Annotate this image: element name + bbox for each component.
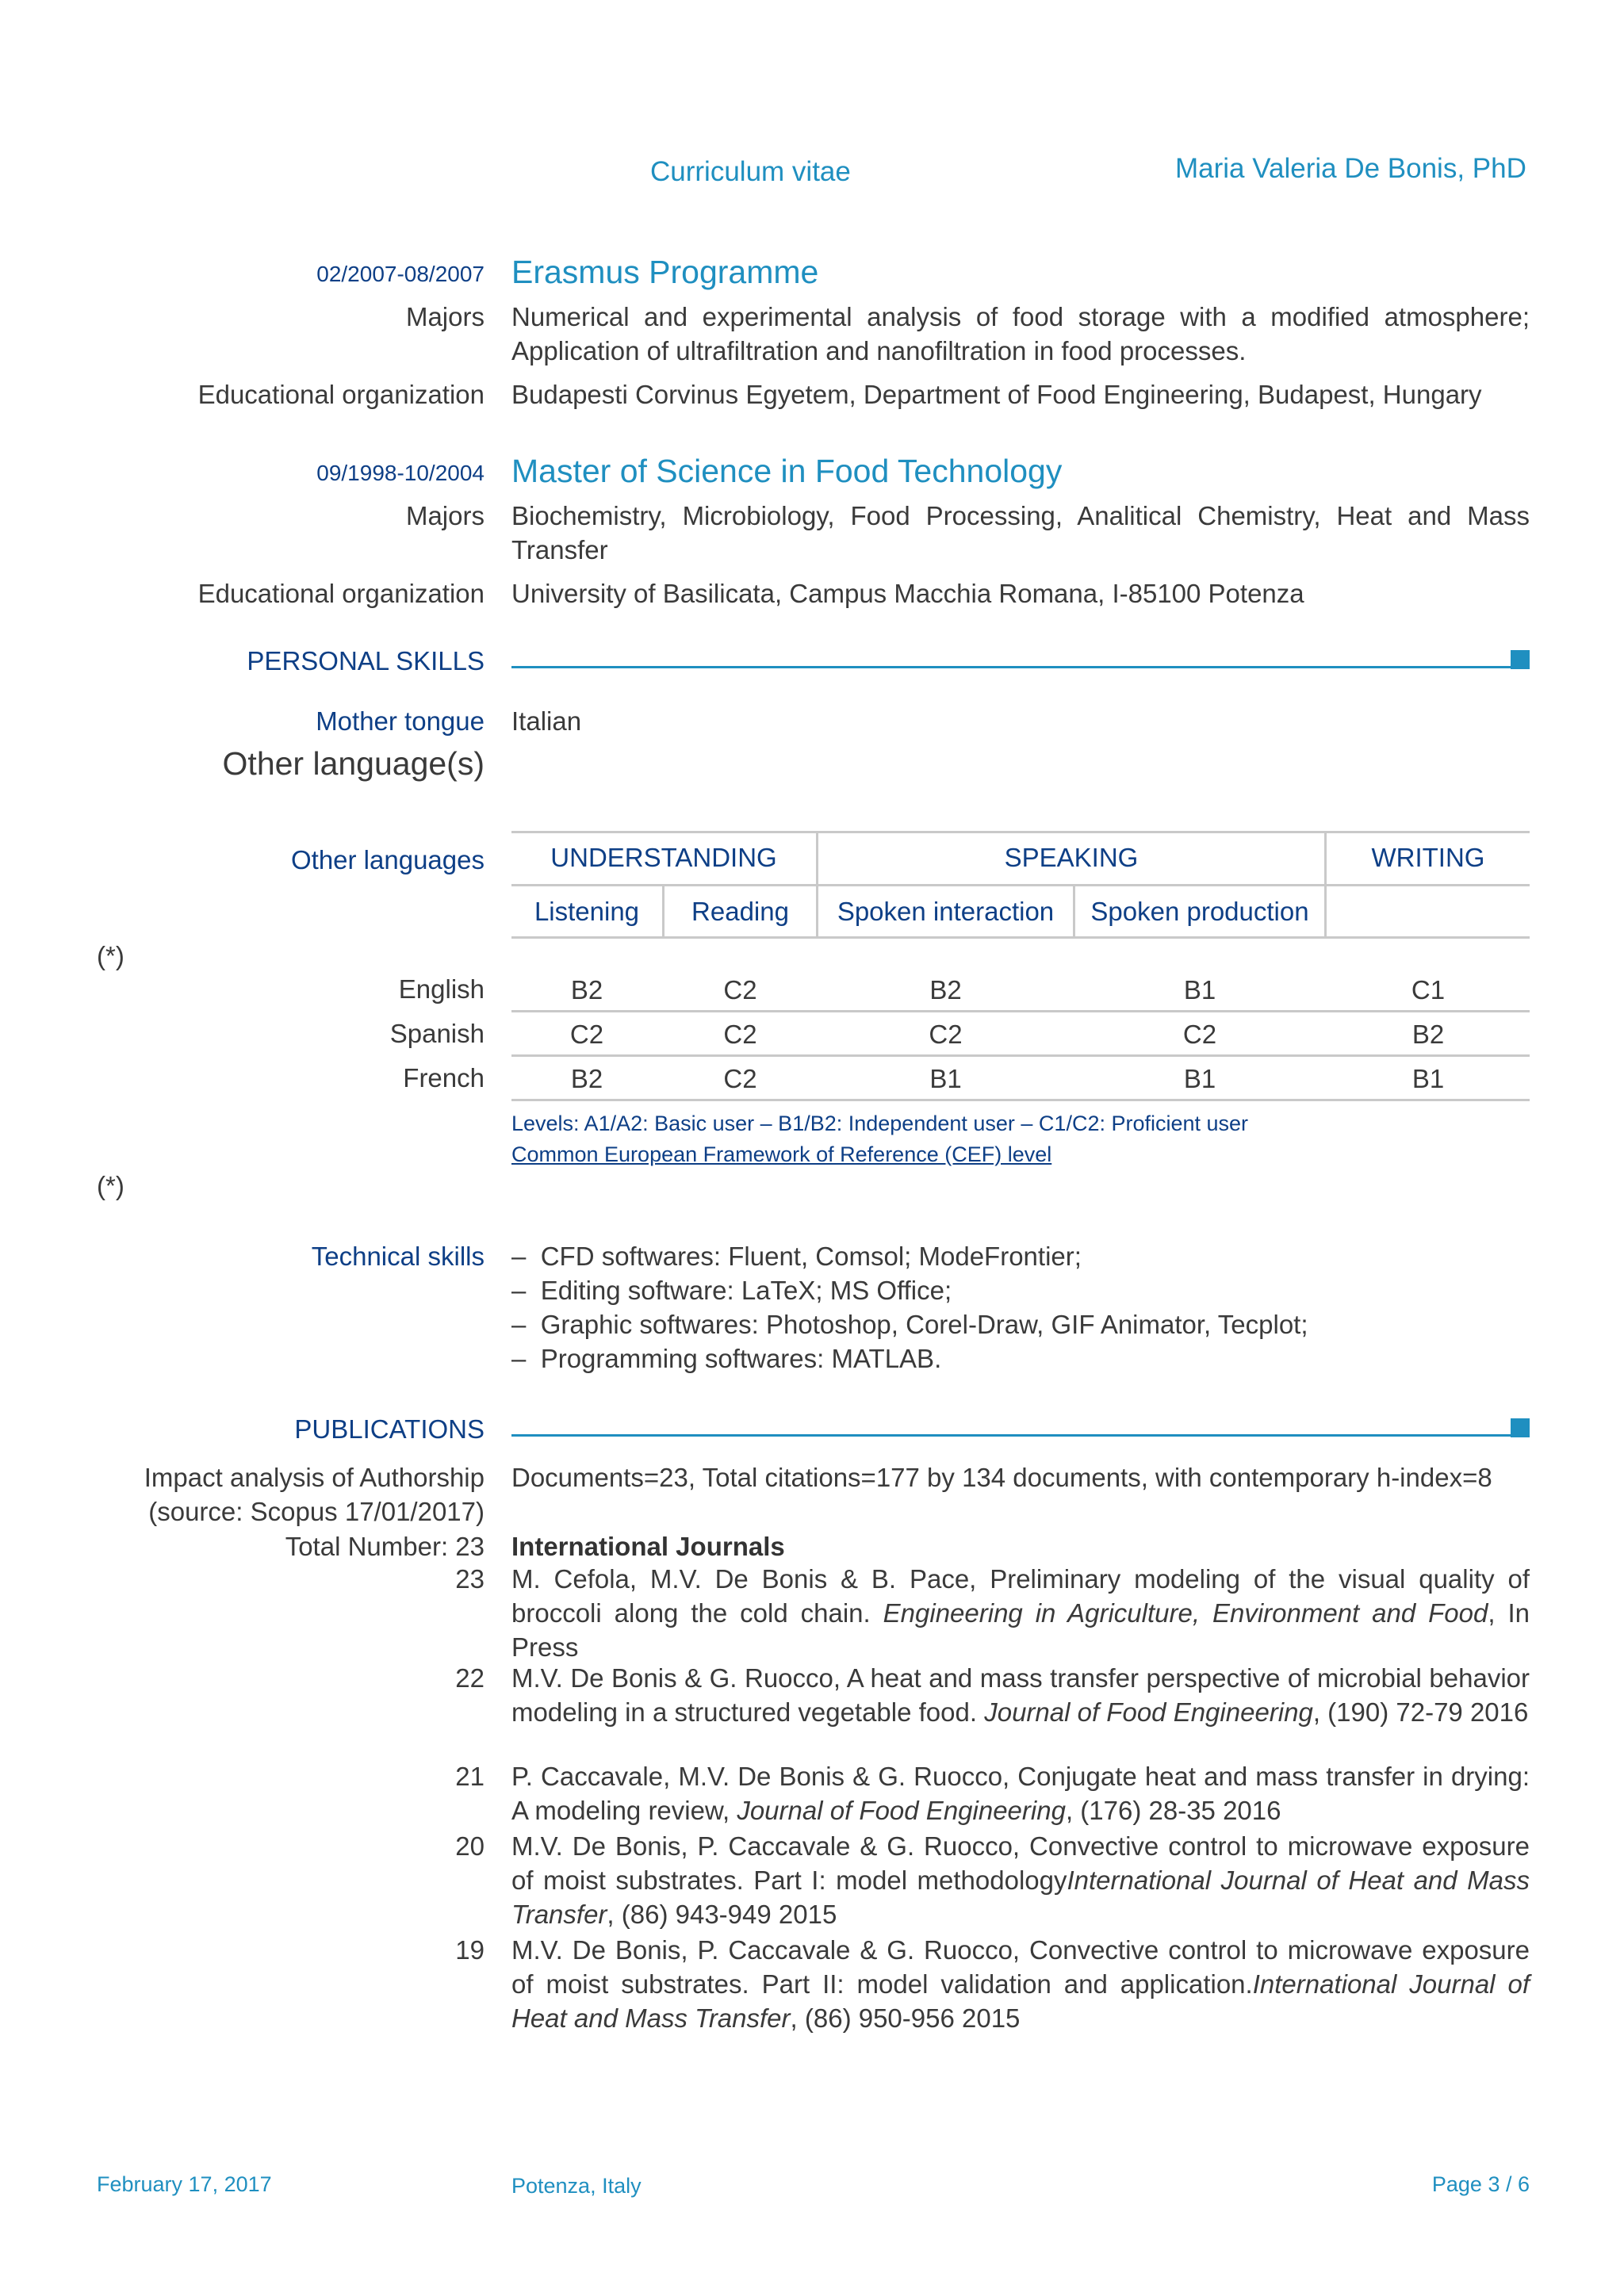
education-2-org-label: Educational organization <box>197 579 485 608</box>
footer-date: February 17, 2017 <box>97 2172 272 2196</box>
education-1-title: Erasmus Programme <box>511 254 819 290</box>
journals-heading: International Journals <box>511 1532 785 1561</box>
french-listening: B2 <box>570 1064 603 1093</box>
table-group-understanding: UNDERSTANDING <box>550 843 777 872</box>
table-row-rule-2 <box>511 1054 1530 1057</box>
pub-23: M. Cefola, M.V. De Bonis & B. Pace, Preliminary modeling of the visual quality of broccoli along the cold chain. Engineering in Agriculture, Environment and Food, In Press <box>511 1564 1530 1662</box>
table-group-writing: WRITING <box>1371 843 1485 872</box>
table-asterisk-bottom: (*) <box>97 1171 124 1200</box>
footer-place: Potenza, Italy <box>511 2174 642 2198</box>
english-writing: C1 <box>1411 975 1446 1004</box>
other-languages-heading: Other language(s) <box>222 745 485 782</box>
levels-note: Levels: A1/A2: Basic user – B1/B2: Independent user – C1/C2: Proficient user <box>511 1112 1249 1135</box>
table-sub-spoken-interaction: Spoken interaction <box>837 897 1055 926</box>
language-french: French <box>403 1063 485 1093</box>
pub-21: P. Caccavale, M.V. De Bonis & G. Ruocco, Conjugate heat and mass transfer in drying: A modeling review, Journal of Food Engineering, (176) 28-35 2016 <box>511 1762 1530 1825</box>
education-2-majors: Biochemistry, Microbiology, Food Processing, Analitical Chemistry, Heat and Mass Transfer <box>511 501 1530 564</box>
impact-label-1: Impact analysis of Authorship <box>144 1463 485 1492</box>
mother-tongue-value: Italian <box>511 706 582 736</box>
spanish-reading: C2 <box>723 1020 757 1049</box>
education-1-org: Budapesti Corvinus Egyetem, Department of Food Engineering, Budapest, Hungary <box>511 380 1482 409</box>
french-spoken-interaction: B1 <box>929 1064 962 1093</box>
pub-22: M.V. De Bonis & G. Ruocco, A heat and mass transfer perspective of microbial behavior modeling in a structured vegetable food. Journal of Food Engineering, (190) 72-79 2016 <box>511 1663 1530 1727</box>
education-1-dates: 02/2007-08/2007 <box>316 262 485 286</box>
technical-item-4: – Programming softwares: MATLAB. <box>511 1344 942 1373</box>
language-spanish: Spanish <box>389 1019 485 1048</box>
table-row-rule-3 <box>511 1099 1530 1101</box>
technical-item-3: – Graphic softwares: Photoshop, Corel-Draw, GIF Animator, Tecplot; <box>511 1310 1308 1339</box>
english-spoken-production: B1 <box>1183 975 1216 1004</box>
mother-tongue-label: Mother tongue <box>316 706 485 736</box>
impact-label-2: (source: Scopus 17/01/2017) <box>148 1497 485 1526</box>
language-english: English <box>398 974 485 1004</box>
personal-skills-rule <box>511 666 1512 668</box>
personal-skills-heading: PERSONAL SKILLS <box>247 646 485 675</box>
spanish-listening: C2 <box>569 1020 604 1049</box>
pub-21-num: 21 <box>455 1762 485 1791</box>
education-1-majors-label: Majors <box>405 302 485 331</box>
author-name: Maria Valeria De Bonis, PhD <box>1175 153 1526 184</box>
table-asterisk-top: (*) <box>97 941 124 970</box>
technical-skills-label: Technical skills <box>311 1242 485 1271</box>
technical-item-1: – CFD softwares: Fluent, Comsol; ModeFrontier; <box>511 1242 1082 1271</box>
pub-19: M.V. De Bonis, P. Caccavale & G. Ruocco, Convective control to microwave exposure of moist substrates. Part II: model validation and application.International Journal of Heat and Mass Transfer, (86) 950-956 2015 <box>511 1935 1530 2033</box>
education-2-dates: 09/1998-10/2004 <box>316 461 485 485</box>
pub-20: M.V. De Bonis, P. Caccavale & G. Ruocco, Convective control to microwave exposure of moist substrates. Part I: model methodologyInternational Journal of Heat and Mass Transfer, (86) 943-949 2015 <box>511 1831 1530 1929</box>
french-writing: B1 <box>1411 1064 1445 1093</box>
spanish-spoken-interaction: C2 <box>929 1020 963 1049</box>
education-2-majors-label: Majors <box>405 501 485 530</box>
pub-22-num: 22 <box>455 1663 485 1693</box>
cef-link[interactable]: Common European Framework of Reference (CEF) level <box>511 1142 1052 1166</box>
table-sub-reading: Reading <box>691 897 789 926</box>
pub-23-num: 23 <box>455 1564 485 1594</box>
publications-heading: PUBLICATIONS <box>294 1414 485 1444</box>
english-spoken-interaction: B2 <box>929 975 962 1004</box>
publications-rule <box>511 1434 1512 1437</box>
education-1-majors: Numerical and experimental analysis of food storage with a modified atmosphere; Application of ultrafiltration and nanofiltration in food processes. <box>511 302 1530 365</box>
english-reading: C2 <box>723 975 757 1004</box>
personal-skills-marker <box>1511 650 1530 669</box>
table-row-rule-1 <box>511 1010 1530 1012</box>
english-listening: B2 <box>570 975 603 1004</box>
education-2-title: Master of Science in Food Technology <box>511 453 1063 489</box>
other-languages-label: Other languages <box>290 845 485 874</box>
impact-value: Documents=23, Total citations=177 by 134 documents, with contemporary h-index=8 <box>511 1463 1492 1492</box>
education-1-org-label: Educational organization <box>197 380 485 409</box>
pub-20-num: 20 <box>455 1831 485 1861</box>
table-group-speaking: SPEAKING <box>1004 843 1139 872</box>
table-top-rule <box>511 831 1530 833</box>
education-2-org: University of Basilicata, Campus Macchia Romana, I-85100 Potenza <box>511 579 1304 608</box>
table-sub-listening: Listening <box>534 897 640 926</box>
publications-marker <box>1511 1418 1530 1437</box>
spanish-spoken-production: C2 <box>1182 1020 1217 1049</box>
pub-19-num: 19 <box>455 1935 485 1965</box>
table-sub-spoken-production: Spoken production <box>1090 897 1309 926</box>
footer-page: Page 3 / 6 <box>1431 2172 1530 2196</box>
doc-label: Curriculum vitae <box>650 156 851 187</box>
french-reading: C2 <box>723 1064 757 1093</box>
technical-item-2: – Editing software: LaTeX; MS Office; <box>511 1276 952 1305</box>
spanish-writing: B2 <box>1411 1020 1445 1049</box>
french-spoken-production: B1 <box>1183 1064 1216 1093</box>
total-number: Total Number: 23 <box>285 1532 485 1561</box>
